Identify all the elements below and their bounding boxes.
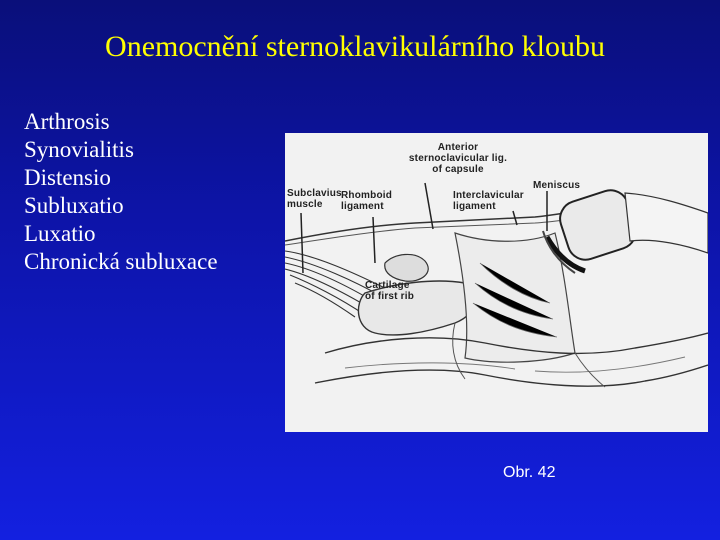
label-line: of capsule [432, 164, 484, 175]
diagnosis-list [24, 108, 218, 276]
label-line: Cartilage [365, 280, 410, 291]
anatomical-illustration [285, 133, 708, 432]
label-interclavicular-ligament [453, 190, 524, 212]
label-line: muscle [287, 199, 323, 210]
list-item: Chronická subluxace [24, 249, 218, 274]
label-line: Interclavicular [453, 190, 524, 201]
slide-title: Onemocnění sternoklavikulárního kloubu [105, 30, 605, 63]
label-line: of first rib [365, 291, 415, 302]
figure-caption: Obr. 42 [503, 464, 556, 481]
label-line: Rhomboid [341, 190, 393, 201]
list-item: Distensio [24, 165, 111, 190]
label-line: ligament [453, 201, 496, 212]
label-line: Meniscus [533, 180, 581, 191]
label-meniscus [533, 180, 580, 191]
label-rhomboid-ligament [341, 190, 392, 212]
list-item: Synovialitis [24, 137, 134, 162]
label-cartilage-first-rib [365, 280, 414, 302]
joint-drawing [285, 133, 708, 432]
label-subclavius-muscle [287, 188, 342, 210]
label-line: Anterior [437, 142, 479, 153]
list-item: Arthrosis [24, 109, 110, 134]
label-anterior-sc-ligament [403, 142, 513, 175]
label-line: sternoclavicular lig. [408, 153, 508, 164]
label-line: ligament [341, 201, 384, 212]
label-line: Subclavius [287, 188, 342, 199]
list-item: Luxatio [24, 221, 96, 246]
list-item: Subluxatio [24, 193, 124, 218]
